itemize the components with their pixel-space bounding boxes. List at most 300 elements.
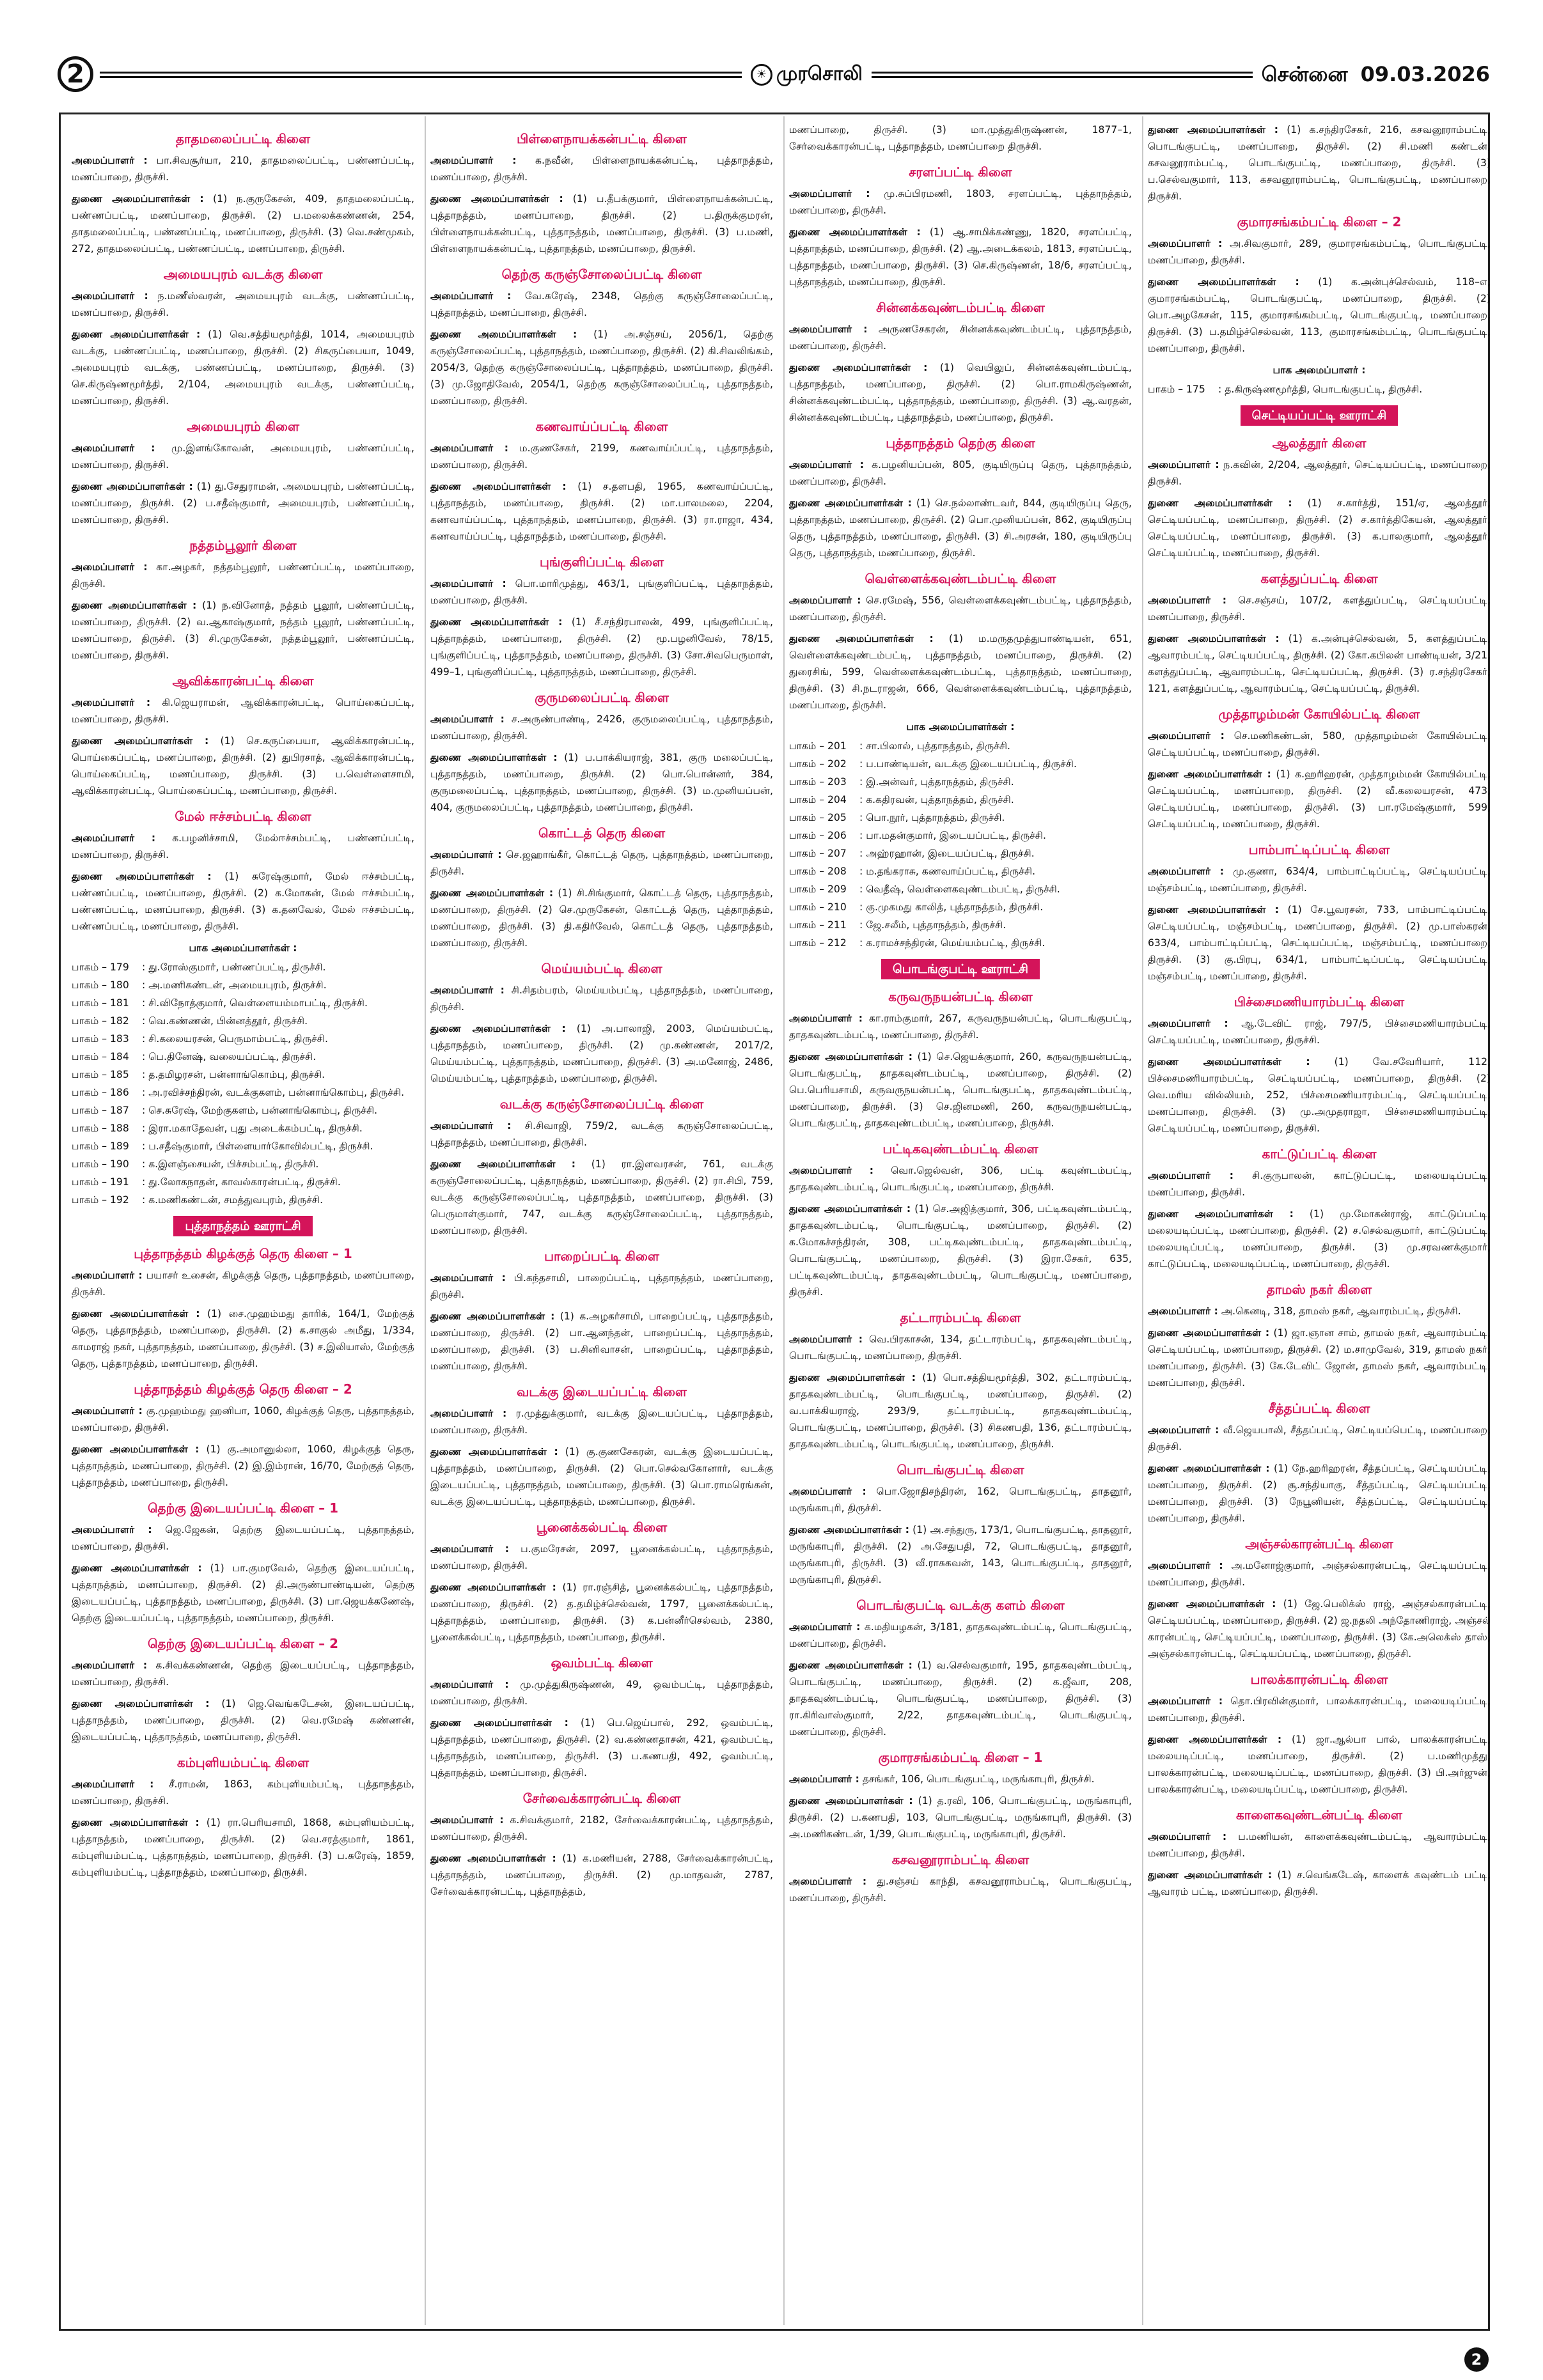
booth-row — [1148, 381, 1491, 398]
member-details: கி.ஜெயராமன், ஆவிக்காரன்பட்டி, பொய்கைப்பட்டி, மணப்பாறை, திருச்சி. — [72, 697, 414, 725]
role-label: அமைப்பாளர் : — [789, 1013, 863, 1024]
dateline — [1253, 60, 1490, 88]
role-label: அமைப்பாளர் : — [1148, 459, 1219, 471]
role-label: அமைப்பாளர் : — [72, 1524, 152, 1536]
member-details: (1) வெ.சத்தியமூர்த்தி, 1014, அமையபுரம் வடக்கு, பண்ணப்பட்டி, மணப்பாறை, திருச்சி. (2) சிகருப்பையா, 1049, அமையபுரம் வடக்கு, பண்ணப்பட்டி, மணப்பாறை, திருச்சி. (3) செ.கிருஷ்ணமூர்த்தி, 2/104, அமையபுரம் வடக்கு, பண்ணப்பட்டி, மணப்பாறை, திருச்சி. — [72, 329, 414, 407]
role-label: துணை அமைப்பாளர்கள் : — [1148, 1598, 1276, 1610]
member-details: செ.மணிகண்டன், 580, முத்தாழம்மன் கோயில்பட்டி, செட்டியப்பட்டி, மணப்பாறை, திருச்சி. — [1148, 730, 1491, 758]
branch-heading: கருவருநயன்பட்டி கிளை — [888, 989, 1033, 1004]
column-4 — [1148, 121, 1491, 2321]
role-label: துணை அமைப்பாளர்கள் : — [430, 1158, 576, 1170]
member-entry — [1148, 495, 1491, 561]
member-details: அ.மனோஜ்குமார், அஞ்சல்காரன்பட்டி, செட்டியப்பட்டி, மணப்பாறை, திருச்சி. — [1148, 1560, 1491, 1588]
member-entry — [72, 191, 414, 257]
member-entry — [1148, 1167, 1491, 1201]
role-label: அமைப்பாளர் : — [789, 1773, 859, 1785]
role-label: துணை அமைப்பாளர்கள் : — [1148, 1208, 1294, 1220]
member-details: (1) து.சேதுராமன், அமையபுரம், பண்ணப்பட்டி, மணப்பாறை, திருச்சி. (2) ப.சதீஷ்குமார், அமையபுரம், பண்ணப்பட்டி, மணப்பாறை, திருச்சி. — [72, 481, 414, 525]
branch-heading: தெற்கு இடையப்பட்டி கிளை – 1 — [147, 1500, 339, 1516]
booth-number: பாகம் – 185 — [72, 1069, 129, 1080]
booth-organiser: : ஜே.சலீம், புத்தாநத்தம், திருச்சி. — [859, 919, 1006, 931]
role-label: துணை அமைப்பாளர்கள் : — [789, 1795, 913, 1807]
member-details: (1) கு.குணசேகரன், வடக்கு இடையப்பட்டி, புத்தாநத்தம், மணப்பாறை, திருச்சி. (2) பொ.செல்வகோனார், வடக்கு இடையப்பட்டி, புத்தாநத்தம், மணப்பாறை, திருச்சி. (3) பொ.ராமரெங்கன், வடக்கு இடையப்பட்டி, புத்தாநத்தம், மணப்பாறை, திருச்சி. — [430, 1446, 773, 1507]
member-details: (1) செ.நல்லாண்டவர், 844, குடியிருப்பு தெரு, புத்தாநத்தம், மணப்பாறை, திருச்சி. (2) பொ.முனியப்பன், 862, குடியிருப்பு தெரு, புத்தாநத்தம், மணப்பாறை, திருச்சி. (3) சி.அரசன், 180, குடியிருப்பு தெரு, புத்தாநத்தம், மணப்பாறை, திருச்சி. — [789, 497, 1132, 559]
role-label: துணை அமைப்பாளர்கள் : — [430, 616, 563, 628]
member-details: (1) க.அழகர்சாமி, பாறைப்பட்டி, புத்தாநத்தம், மணப்பாறை, திருச்சி. (2) பா.ஆனந்தன், பாறைப்பட்டி, புத்தாநத்தம், மணப்பாறை, திருச்சி. (3) ப.சினிவாசன், பாறைப்பட்டி, புத்தாநத்தம், மணப்பாறை, திருச்சி. — [430, 1311, 773, 1372]
booth-number: பாகம் – 201 — [789, 740, 847, 752]
role-label: துணை அமைப்பாளர்கள் : — [430, 752, 558, 763]
booth-row — [72, 1013, 414, 1029]
member-details: மு.இளங்கோவன், அமையபுரம், பண்ணப்பட்டி, மணப்பாறை, திருச்சி. — [72, 442, 414, 471]
member-entry — [1148, 1206, 1491, 1272]
member-entry — [72, 1521, 414, 1555]
member-entry — [1148, 1325, 1491, 1391]
role-label: அமைப்பாளர் : — [430, 1814, 504, 1826]
member-entry — [72, 1776, 414, 1809]
member-details: (1) க.சந்திரசேகர், 216, கசவனூராம்பட்டி, பொடங்குபட்டி, மணப்பாறை, திருச்சி. (2) சி.மணி கண்டன், கசவனூராம்பட்டி, பொடங்குபட்டி, மணப்பாறை, திருச்சி. (3) ப.செல்வகுமார், 113, கசவனூராம்பட்டி, பொடங்குபட்டி, மணப்பாறை, திருச்சி. — [1148, 124, 1491, 202]
member-details: (1) அ.சந்துரு, 173/1, பொடங்குபட்டி, தாதனூர், மருங்காபுரி, திருச்சி. (2) அ.சேதுபதி, 72, பொடங்குபட்டி, தாதனூர், மருங்காபுரி, திருச்சி. (3) வீ.ராசுகவன், 143, பொடங்குபட்டி, தாதனூர், மருங்காபுரி, திருச்சி. — [789, 1524, 1132, 1585]
booth-row — [72, 1066, 414, 1083]
branch-heading: வடக்கு இடையப்பட்டி கிளை — [517, 1384, 687, 1399]
role-label: துணை அமைப்பாளர்கள் : — [1148, 497, 1292, 509]
column-divider — [783, 116, 785, 2325]
branch-heading: நத்தம்பூலூர் கிளை — [189, 538, 297, 553]
booth-row — [72, 1120, 414, 1137]
role-label: துணை அமைப்பாளர்கள் : — [789, 1372, 916, 1383]
member-details: (1) ரா.இளவரசன், 761, வடக்கு கருஞ்சோலைப்பட்டி, புத்தாநத்தம், மணப்பாறை, திருச்சி. (2) ரா.சிபி, 759, வடக்கு கருஞ்சோலைப்பட்டி, புத்தாநத்தம், மணப்பாறை, திருச்சி. (3) பெருமாள்குமார், 747, வடக்கு கருஞ்சோலைப்பட்டி, புத்தாநத்தம், மணப்பாறை, திருச்சி. — [430, 1158, 773, 1236]
member-details: பொ.மாரிமுத்து, 463/1, புங்குளிப்பட்டி, புத்தாநத்தம், மணப்பாறை, திருச்சி. — [430, 578, 773, 606]
branch-heading: புத்தாநத்தம் கிழக்குத் தெரு கிளை – 1 — [134, 1246, 352, 1261]
member-details: (1) ஜா.ஆல்பா பால், பாலக்காரன்பட்டி, மலையடிப்பட்டி, மணப்பாறை, திருச்சி. (2) ப.மணிமுத்து, பாலக்காரன்பட்டி, மலையடிப்பட்டி, மணப்பாறை, திருச்சி. (3) பி.அர்ஜுன், பாலக்காரன்பட்டி, மலையடிப்பட்டி, மணப்பாறை, திருச்சி. — [1148, 1734, 1491, 1795]
branch-heading: தெற்கு இடையப்பட்டி கிளை – 2 — [147, 1636, 339, 1651]
branch-heading: ஒவம்பட்டி கிளை — [551, 1655, 653, 1670]
member-details: (1) த.ரவி, 106, பொடங்குபட்டி, மருங்காபுரி, திருச்சி. (2) ப.கணபதி, 103, பொடங்குபட்டி, மருங்காபுரி, திருச்சி. (3) அ.மணிகண்டன், 1/39, பொடங்குபட்டி, மருங்காபுரி, திருச்சி. — [789, 1795, 1132, 1840]
role-label: துணை அமைப்பாளர்கள் : — [1148, 124, 1278, 136]
member-details: (1) வே.சவேரியார், 112, பிச்சைமணியாரம்பட்டி, செட்டியப்பட்டி, மணப்பாறை, திருச்சி. (2) வெ.மரிய வில்லியம், 252, பிச்சைமணியாரம்பட்டி, செட்டியப்பட்டி, மணப்பாறை, திருச்சி. (3) மு.அமுதராஜா, பிச்சைமணியாரம்பட்டி, செட்டியப்பட்டி, மணப்பாறை, திருச்சி. — [1148, 1056, 1491, 1134]
branch-heading: பாம்பாட்டிப்பட்டி கிளை — [1248, 842, 1390, 857]
branch-heading: மெய்யம்பட்டி கிளை — [541, 961, 662, 976]
booth-organiser: : சி.கலையரசன், பெருமாம்பட்டி, திருச்சி. — [142, 1033, 328, 1045]
booth-organiser: : கு.முகமது காலித், புத்தாநத்தம், திருச்சி. — [859, 901, 1044, 913]
booth-row — [72, 1192, 414, 1208]
role-label: துணை அமைப்பாளர்கள் : — [789, 497, 912, 509]
member-entry — [789, 359, 1132, 426]
booth-row — [789, 935, 1132, 951]
member-details: (1) செ.ஜெயக்குமார், 260, கருவருநயன்பட்டி, பொடங்குபட்டி, தாதகவுண்டம்பட்டி, மணப்பாறை, திருச்சி. (2) பெ.பெரியசாமி, கருவருநயன்பட்டி, பொடங்குபட்டி, தாதகவுண்டம்பட்டி, மணப்பாறை, திருச்சி. (3) செ.ஜினமணி, 260, கருவருநயன்பட்டி, பொடங்குபட்டி, தாதகவுண்டம்பட்டி, மணப்பாறை, திருச்சி. — [789, 1051, 1132, 1129]
member-details: (1) கு.அமானுல்லா, 1060, கிழக்குத் தெரு, புத்தாநத்தம், மணப்பாறை, திருச்சி. (2) இ.இம்ரான், 16/70, மேற்குத் தெரு, புத்தாநத்தம், மணப்பாறை, திருச்சி. — [72, 1443, 414, 1488]
branch-heading: கொட்டத் தெரு கிளை — [538, 825, 666, 841]
member-entry — [430, 614, 773, 680]
member-details: பயாசர் உசைன், கிழக்குத் தெரு, புத்தாநத்தம், மணப்பாறை, திருச்சி. — [72, 1270, 414, 1298]
role-label: அமைப்பாளர் : — [430, 984, 505, 996]
member-entry — [72, 830, 414, 863]
member-details: (1) ஜா.ஞான சாம், தாமஸ் நகர், ஆவாரம்பட்டி, செட்டியப்பட்டி, மணப்பாறை, திருச்சி. (2) ம.சாமுவேல், 319, தாமஸ் நகர், மணப்பாறை, திருச்சி. (3) கே.டேவிட் ஜோன், தாமஸ் நகர், ஆவாரம்பட்டி, மணப்பாறை, திருச்சி. — [1148, 1327, 1491, 1388]
member-entry — [72, 1403, 414, 1436]
branch-heading: முத்தாழம்மன் கோயில்பட்டி கிளை — [1218, 706, 1420, 722]
role-label: துணை அமைப்பாளர்கள் : — [72, 1562, 202, 1574]
member-details: (1) மு.மோகன்ராஜ், காட்டுப்பட்டி, மலையடிப்பட்டி, மணப்பாறை, திருச்சி. (2) ச.செல்வகுமார், காட்டுப்பட்டி, மலையடிப்பட்டி, மணப்பாறை, திருச்சி. (3) மு.சரவணக்குமார், காட்டுப்பட்டி, மலையடிப்பட்டி, மணப்பாறை, திருச்சி. — [1148, 1208, 1491, 1270]
member-details: செ.ஜஹாங்கீர், கொட்டத் தெரு, புத்தாநத்தம், மணப்பாறை, திருச்சி. — [430, 849, 773, 877]
member-details: அருணசேகரன், சின்னக்கவுண்டம்பட்டி, புத்தாநத்தம், மணப்பாறை, திருச்சி. — [789, 323, 1132, 352]
member-entry — [789, 121, 1132, 155]
member-entry — [789, 1619, 1132, 1652]
member-entry — [72, 694, 414, 727]
member-entry — [72, 288, 414, 321]
member-entry — [1148, 456, 1491, 490]
date: 09.03.2026 — [1360, 62, 1490, 86]
branch-heading: குமாரசங்கம்பட்டி கிளை – 2 — [1237, 214, 1402, 229]
role-label: துணை அமைப்பாளர்கள் : — [72, 600, 197, 611]
member-entry — [72, 597, 414, 664]
booth-organiser: : த.தமிழரசன், பன்னாங்கொம்பு, திருச்சி. — [142, 1069, 325, 1080]
member-details: (1) ந.வினோத், நத்தம் பூலூர், பண்ணப்பட்டி, மணப்பாறை, திருச்சி. (2) வ.ஆகாஷ்குமார், நத்தம் பூலூர், பண்ணப்பட்டி, மணப்பாறை, திருச்சி. (3) சி.முருகேசன், நத்தம்பூலூர், பண்ணப்பட்டி, மணப்பாறை, திருச்சி. — [72, 600, 414, 661]
member-details: (1) பா.குமரவேல், தெற்கு இடையப்பட்டி, புத்தாநத்தம், மணப்பாறை, திருச்சி. (2) தி.அருண்பாண்டியன், தெற்கு இடையப்பட்டி, புத்தாநத்தம், மணப்பாறை, திருச்சி. (3) பா.ஜெயக்கணேஷ், தெற்கு இடையப்பட்டி, புத்தாநத்தம், மணப்பாறை, திருச்சி. — [72, 1562, 414, 1624]
booth-number: பாகம் – 211 — [789, 919, 847, 931]
member-entry — [430, 1715, 773, 1781]
booth-row — [789, 917, 1132, 933]
booth-number: பாகம் – 182 — [72, 1015, 129, 1027]
member-entry — [789, 1162, 1132, 1195]
member-entry — [430, 440, 773, 473]
role-label: துணை அமைப்பாளர்கள் : — [72, 1817, 200, 1828]
member-entry — [789, 1873, 1132, 1906]
booth-row — [72, 1048, 414, 1065]
member-details: பொ.ஜோதிசந்திரன், 162, பொடங்குபட்டி, தாதனூர், மருங்காபுரி, திருச்சி. — [789, 1486, 1132, 1514]
member-details: (1) ப.தீபக்குமார், பிள்ளைநாயக்கன்பட்டி, புத்தாநத்தம், மணப்பாறை, திருச்சி. (2) ப.திருக்குமரன், பிள்ளைநாயக்கன்பட்டி, புத்தாநத்தம், மணப்பாறை, திருச்சி. (3) ப.மணி, பிள்ளைநாயக்கன்பட்டி, புத்தாநத்தம், மணப்பாறை, திருச்சி. — [430, 193, 773, 254]
branch-heading: தாமஸ் நகர் கிளை — [1266, 1282, 1372, 1297]
member-details: க.சிவக்கண்ணன், தெற்கு இடையப்பட்டி, புத்தாநத்தம், மணப்பாறை, திருச்சி. — [72, 1660, 414, 1688]
member-entry — [430, 152, 773, 185]
member-details: (1) ஜெ.வெங்கடேசன், இடையப்பட்டி, புத்தாநத்தம், மணப்பாறை, திருச்சி. (2) வெ.ரமேஷ் கண்ணன், இடையப்பட்டி, புத்தாநத்தம், மணப்பாறை, திருச்சி. — [72, 1698, 414, 1743]
role-label: துணை அமைப்பாளர்கள் : — [72, 1308, 200, 1319]
member-entry — [430, 1541, 773, 1574]
booth-number: பாகம் – 179 — [72, 961, 129, 973]
booth-organiser: : இ.அன்வர், புத்தாநத்தம், திருச்சி. — [859, 776, 1014, 788]
member-details: செ.சஞ்சய், 107/2, களத்துப்பட்டி, செட்டியப்பட்டி, மணப்பாறை, திருச்சி. — [1148, 595, 1491, 623]
city: சென்னை — [1261, 62, 1348, 86]
column-2 — [430, 121, 773, 2321]
booth-number: பாகம் – 207 — [789, 848, 847, 859]
member-entry — [1148, 1015, 1491, 1048]
role-label: அமைப்பாளர் : — [72, 1660, 148, 1671]
member-entry — [1148, 1557, 1491, 1591]
branch-heading: மேல் ஈச்சம்பட்டி கிளை — [175, 809, 311, 824]
role-label: துணை அமைப்பாளர்கள் : — [1148, 1869, 1273, 1881]
role-label: அமைப்பாளர் : — [430, 290, 512, 302]
member-entry — [1148, 863, 1491, 896]
member-entry — [789, 1331, 1132, 1364]
member-details: (1) வெயிலுப், சின்னக்கவுண்டம்பட்டி, புத்தாநத்தம், மணப்பாறை, திருச்சி. (2) பொ.ராமகிருஷ்ணன், சின்னக்கவுண்டம்பட்டி, புத்தாநத்தம், மணப்பாறை, திருச்சி. (3) ஆ.வரதன், சின்னக்கவுண்டம்பட்டி, புத்தாநத்தம், மணப்பாறை, திருச்சி. — [789, 362, 1132, 423]
booth-number: பாகம் – 186 — [72, 1087, 129, 1098]
role-label: துணை அமைப்பாளர்கள் : — [430, 887, 554, 899]
member-details: வீ.ஜெயபாலி, சீத்தப்பட்டி, செட்டியப்பெட்டி, மணப்பாறை, திருச்சி. — [1148, 1424, 1491, 1452]
member-entry — [789, 185, 1132, 219]
role-label: துணை அமைப்பாளர்கள் : — [789, 1051, 912, 1062]
member-details: ந.கவின், 2/204, ஆலத்தூர், செட்டியப்பட்டி, மணப்பாறை, திருச்சி. — [1148, 459, 1491, 487]
booth-row — [789, 827, 1132, 844]
booth-organiser: : க.கதிரவன், புத்தாநத்தம், திருச்சி. — [859, 794, 1014, 805]
member-details: து.சஞ்சய் காந்தி, கசவனூராம்பட்டி, பொடங்குபட்டி, மணப்பாறை, திருச்சி. — [789, 1876, 1132, 1904]
role-label: அமைப்பாளர் : — [789, 459, 865, 471]
role-label: அமைப்பாளர் : — [1148, 730, 1225, 742]
member-details: ந.மணீஸ்வரன், அமையபுரம் வடக்கு, பண்ணப்பட்டி, மணப்பாறை, திருச்சி. — [72, 290, 414, 318]
member-details: (1) வ.செல்வகுமார், 195, தாதகவுண்டம்பட்டி, பொடங்குபட்டி, மணப்பாறை, திருச்சி. (2) க.ஜீவா, 208, தாதகவுண்டம்பட்டி, பொடங்குபட்டி, மணப்பாறை, திருச்சி. (3) ரா.கிரிவாஸ்குமார், 2/22, தாதகவுண்டம்பட்டி, பொடங்குபட்டி, மணப்பாறை, திருச்சி. — [789, 1660, 1132, 1738]
member-details: (1) அ.பாலாஜி, 2003, மெய்யம்பட்டி, புத்தாநத்தம், மணப்பாறை, திருச்சி. (2) மு.கண்ணன், 2017/2, மெய்யம்பட்டி, புத்தாநத்தம், மணப்பாறை, திருச்சி. (3) அ.மனோஜ், 2486, மெய்யம்பட்டி, புத்தாநத்தம், மணப்பாறை, திருச்சி. — [430, 1023, 773, 1084]
member-entry — [72, 1560, 414, 1626]
member-entry — [430, 575, 773, 609]
member-entry — [1148, 1460, 1491, 1527]
booth-organiser: : து.ரோஸ்குமார், பண்ணப்பட்டி, திருச்சி. — [142, 961, 326, 973]
booth-number: பாகம் – 183 — [72, 1033, 129, 1045]
panchayat-heading — [789, 959, 1132, 979]
role-label: அமைப்பாளர் : — [72, 155, 148, 166]
booth-number: பாகம் – 181 — [72, 997, 129, 1009]
role-label: அமைப்பாளர் : — [430, 155, 517, 166]
branch-heading: காளைகவுண்டன்பட்டி கிளை — [1236, 1807, 1402, 1823]
branch-heading: கம்புளியம்பட்டி கிளை — [176, 1755, 309, 1770]
branch-heading: சரளப்பட்டி கிளை — [909, 164, 1012, 180]
member-details: க.மதியழகன், 3/181, தாதகவுண்டம்பட்டி, பொடங்குபட்டி, மணப்பாறை, திருச்சி. — [789, 1621, 1132, 1649]
role-label: துணை அமைப்பாளர்கள் : — [430, 1446, 558, 1458]
role-label: துணை அமைப்பாளர்கள் : — [430, 1582, 556, 1593]
member-entry — [789, 630, 1132, 713]
branch-heading: பாலக்காரன்பட்டி கிளை — [1250, 1672, 1388, 1687]
member-entry — [789, 1771, 1132, 1787]
masthead — [58, 56, 1490, 95]
role-label: துணை அமைப்பாளர்கள் : — [430, 329, 577, 340]
role-label: துணை அமைப்பாளர்கள் : — [72, 329, 201, 340]
role-label: துணை அமைப்பாளர்கள் : — [789, 1524, 909, 1536]
role-label: அமைப்பாளர் : — [789, 1165, 874, 1176]
booth-row — [789, 881, 1132, 898]
role-label: அமைப்பாளர் : — [72, 1405, 143, 1417]
column-divider — [1142, 116, 1143, 2325]
booth-organiser: : அ.ரவிச்சந்திரன், வடக்குகளம், பன்னாங்கொம்பு, திருச்சி. — [142, 1087, 405, 1098]
role-label: துணை அமைப்பாளர்கள் : — [430, 1023, 566, 1034]
role-label: அமைப்பாளர் : — [430, 849, 502, 860]
member-entry — [430, 1579, 773, 1645]
booth-organisers-heading: பாக அமைப்பாளர்கள் : — [906, 721, 1015, 733]
member-details: வே.சுரேஷ், 2348, தெற்கு கருஞ்சோலைப்பட்டி, புத்தாநத்தம், மணப்பாறை, திருச்சி. — [430, 290, 773, 318]
role-label: துணை அமைப்பாளர்கள் : — [1148, 1463, 1270, 1474]
member-entry — [430, 885, 773, 951]
member-details: (1) க.அன்புச்செல்வன், 5, களத்துப்பட்டி, ஆவாரம்பட்டி, செட்டியப்பட்டி, திருச்சி. (2) கோ.கபிலன் பாண்டியன், 3/21, களத்துப்பட்டி, ஆவாரம்பட்டி, செட்டியப்பட்டி, திருச்சி. (3) ர.சந்திரசேகர், 121, களத்துப்பட்டி, ஆவாரம்பட்டி, செட்டியப்பட்டி, திருச்சி. — [1148, 633, 1491, 694]
role-label: அமைப்பாளர் : — [430, 713, 505, 725]
booth-number: பாகம் – 209 — [789, 883, 847, 895]
branch-heading: தாதமலைப்பட்டி கிளை — [175, 131, 311, 146]
member-details: (1) ப.பாக்கியராஜ், 381, குரு மலைப்பட்டி, புத்தாநத்தம், மணப்பாறை, திருச்சி. (2) பொ.பொன்னர், 384, குருமலைப்பட்டி, புத்தாநத்தம், மணப்பாறை, திருச்சி. (3) ம.முனியப்பன், 404, குருமலைப்பட்டி, புத்தாநத்தம், மணப்பாறை, திருச்சி. — [430, 752, 773, 813]
member-details: (1) பெ.ஜெய்பால், 292, ஒவம்பட்டி, புத்தாநத்தம், மணப்பாறை, திருச்சி. (2) வ.கண்ணதாசன், 421, ஒவம்பட்டி, புத்தாநத்தம், மணப்பாறை, திருச்சி. (3) ப.கணபதி, 492, ஒவம்பட்டி, புத்தாநத்தம், மணப்பாறை, திருச்சி. — [430, 1717, 773, 1778]
booth-organiser: : பெ.தினேஷ், வலையப்பட்டி, திருச்சி. — [142, 1051, 317, 1062]
role-label: அமைப்பாளர் : — [430, 1408, 507, 1419]
role-label: துணை அமைப்பாளர்கள் : — [430, 1311, 555, 1322]
member-entry — [789, 1369, 1132, 1452]
member-entry — [430, 1850, 773, 1900]
booth-number: பாகம் – 191 — [72, 1176, 129, 1188]
member-details: சீ.ராமன், 1863, கம்புளியம்பட்டி, புத்தாநத்தம், மணப்பாறை, திருச்சி. — [72, 1778, 414, 1807]
branch-heading: சீத்தப்பட்டி கிளை — [1268, 1401, 1370, 1416]
member-details: அ.சிவகுமார், 289, குமாரசங்கம்பட்டி, பொடங்குபட்டி, மணப்பாறை, திருச்சி. — [1148, 238, 1491, 266]
role-label: அமைப்பாளர் : — [789, 323, 868, 335]
member-details: கு.முஹம்மது ஹனிபா, 1060, கிழக்குத் தெரு, புத்தாநத்தம், மணப்பாறை, திருச்சி. — [72, 1405, 414, 1433]
member-entry — [789, 1483, 1132, 1516]
member-entry — [72, 478, 414, 528]
booth-number: பாகம் – 187 — [72, 1105, 129, 1116]
role-label: துணை அமைப்பாளர்கள் : — [1148, 1056, 1310, 1068]
booth-row — [72, 959, 414, 976]
branch-heading: அமையபுரம் வடக்கு கிளை — [163, 267, 323, 282]
role-label: அமைப்பாளர் : — [1148, 1695, 1223, 1707]
member-details: (1) க.அன்புச்செல்வம், 118–எ, குமாரசங்கம்பட்டி, பொடங்குபட்டி, மணப்பாறை, திருச்சி. (2) பொ.அழகேசன், 115, குமாரசங்கம்பட்டி, பொடங்குபட்டி, மணப்பாறை, திருச்சி. (3) ப.தமிழ்ச்செல்வன், 113, குமாரசங்கம்பட்டி, பொடங்குபட்டி, மணப்பாறை, திருச்சி. — [1148, 276, 1491, 354]
branch-heading: பூனைக்கல்பட்டி கிளை — [536, 1520, 668, 1535]
member-details: ஜெ.ஜேகன், தெற்கு இடையப்பட்டி, புத்தாநத்தம், மணப்பாறை, திருச்சி. — [72, 1524, 414, 1552]
member-details: (1) ரா.பெரியசாமி, 1868, கம்புளியம்பட்டி, புத்தாநத்தம், மணப்பாறை, திருச்சி. (2) வெ.சரத்குமார், 1861, கம்புளியம்பட்டி, புத்தாநத்தம், மணப்பாறை, திருச்சி. (3) ப.சுரேஷ், 1859, கம்புளியம்பட்டி, புத்தாநத்தம், மணப்பாறை, திருச்சி. — [72, 1817, 414, 1878]
member-details: ர.முத்துக்குமார், வடக்கு இடையப்பட்டி, புத்தாநத்தம், மணப்பாறை, திருச்சி. — [430, 1408, 773, 1436]
member-entry — [72, 559, 414, 592]
role-label: அமைப்பாளர் : — [789, 1621, 861, 1633]
branch-heading: புத்தாநத்தம் கிழக்குத் தெரு கிளை – 2 — [134, 1381, 352, 1397]
panchayat-heading — [1148, 405, 1491, 426]
booth-number: பாகம் – 189 — [72, 1140, 129, 1152]
member-details: ஆ.டேவிட் ராஜ், 797/5, பிச்சைமணியாரம்பட்டி, செட்டியப்பட்டி, மணப்பாறை, திருச்சி. — [1148, 1018, 1491, 1046]
member-details: ச.அருண்பாண்டி, 2426, குருமலைப்பட்டி, புத்தாநத்தம், மணப்பாறை, திருச்சி. — [430, 713, 773, 742]
member-details: (1) ச.வெங்கடேஷ், காளைக் கவுண்டம் பட்டி, ஆவாரம் பட்டி, மணப்பாறை, திருச்சி. — [1148, 1869, 1491, 1897]
booth-organiser: : க.இளஞ்சையன், பிச்சம்பட்டி, திருச்சி. — [142, 1158, 319, 1170]
member-entry — [789, 1048, 1132, 1132]
booth-organiser: : ப.சதீஷ்குமார், பிள்ளையார்கோவில்பட்டி, திருச்சி. — [142, 1140, 373, 1152]
member-details: (1) செ.கருப்பையா, ஆவிக்காரன்பட்டி, பொய்கைப்பட்டி, மணப்பாறை, திருச்சி. (2) துபிரசாத், ஆவிக்காரன்பட்டி, பொய்கைப்பட்டி, மணப்பாறை, திருச்சி. (3) ப.வெள்ளைசாமி, ஆவிக்காரன்பட்டி, பொய்கைப்பட்டி, மணப்பாறை, திருச்சி. — [72, 735, 414, 797]
role-label: அமைப்பாளர் : — [72, 1778, 154, 1790]
member-entry — [72, 1305, 414, 1372]
booth-organiser: : செ.சுரேஷ், மேற்குகளம், பன்னாங்கொம்பு, திருச்சி. — [142, 1105, 378, 1116]
member-details: ப.மணியன், காளைக்கவுண்டம்பட்டி, ஆவாரம்பட்டி, மணப்பாறை, திருச்சி. — [1148, 1831, 1491, 1859]
branch-heading: கசவனூராம்பட்டி கிளை — [891, 1852, 1030, 1867]
member-entry — [1148, 1303, 1491, 1319]
panchayat-heading-label: பொடங்குபட்டி ஊராட்சி — [881, 959, 1040, 979]
member-entry — [72, 440, 414, 473]
role-label: அமைப்பாளர் : — [72, 697, 151, 708]
member-details: (1) ரா.ரஞ்சித், பூனைக்கல்பட்டி, புத்தாநத்தம், மணப்பாறை, திருச்சி. (2) த.தமிழ்ச்செல்வன், 1797, பூனைக்கல்பட்டி, புத்தாநத்தம், மணப்பாறை, திருச்சி. (3) க.பன்னீர்செல்வம், 2380, பூனைக்கல்பட்டி, புத்தாநத்தம், மணப்பாறை, திருச்சி. — [430, 1582, 773, 1643]
booth-organisers-heading: பாக அமைப்பாளர் : — [1273, 364, 1366, 376]
role-label: துணை அமைப்பாளர்கள் : — [72, 481, 193, 492]
role-label: அமைப்பாளர் : — [1148, 1831, 1227, 1842]
member-entry — [430, 982, 773, 1015]
member-entry — [1148, 1422, 1491, 1455]
role-label: அமைப்பாளர் : — [1148, 238, 1223, 249]
member-entry — [789, 1793, 1132, 1842]
emblem-icon: ☀ — [751, 64, 772, 86]
member-entry — [789, 1010, 1132, 1043]
booth-row — [72, 1138, 414, 1155]
member-entry — [1148, 1693, 1491, 1726]
branch-heading: வடக்கு கருஞ்சோலைப்பட்டி கிளை — [499, 1096, 704, 1112]
booth-number: பாகம் – 188 — [72, 1123, 129, 1134]
role-label: அமைப்பாளர் : — [72, 561, 148, 573]
role-label: அமைப்பாளர் : — [72, 290, 148, 302]
booth-organiser: : சி.விநோத்குமார், வெள்ளையம்மாபட்டி, திருச்சி. — [142, 997, 368, 1009]
member-entry — [430, 288, 773, 321]
member-details: (1) ச.தளபதி, 1965, கணவாய்ப்பட்டி, புத்தாநத்தம், மணப்பாறை, திருச்சி. (2) மா.பாலமலை, 2204, கணவாய்ப்பட்டி, புத்தாநத்தம், மணப்பாறை, திருச்சி. (3) ரா.ராஜா, 434, கணவாய்ப்பட்டி, புத்தாநத்தம், மணப்பாறை, திருச்சி. — [430, 481, 773, 542]
booth-number: பாகம் – 175 — [1148, 384, 1205, 395]
member-entry — [1148, 1054, 1491, 1137]
member-details: (1) ச.கார்த்தி, 151/ஏ, ஆலத்தூர், செட்டியப்பட்டி, மணப்பாறை, திருச்சி. (2) ச.கார்த்திகேயன், ஆலத்தூர், செட்டியப்பட்டி, மணப்பாறை, திருச்சி. (3) க.பாலகுமார், ஆலத்தூர், செட்டியப்பட்டி, மணப்பாறை, திருச்சி. — [1148, 497, 1491, 559]
member-details: க.சிவக்குமார், 2182, சேர்வைக்காரன்பட்டி, புத்தாநத்தம், மணப்பாறை, திருச்சி. — [430, 1814, 773, 1842]
branch-heading: பிச்சைமணியாரம்பட்டி கிளை — [1234, 994, 1405, 1009]
branch-heading: சேர்வைக்காரன்பட்டி கிளை — [522, 1791, 681, 1806]
booth-row — [789, 845, 1132, 862]
booth-row — [789, 774, 1132, 790]
role-label: துணை அமைப்பாளர்கள் : — [72, 871, 212, 882]
booth-row — [789, 863, 1132, 880]
member-details: (1) பொ.சத்தியமூர்த்தி, 302, தட்டாரம்பட்டி, தாதகவுண்டம்பட்டி, பொடங்குபட்டி, மணப்பாறை, திருச்சி. (2) வ.பாக்கியராஜ், 293/9, தட்டாரம்பட்டி, தாதகவுண்டம்பட்டி, பொடங்குபட்டி, மணப்பாறை, திருச்சி. (3) சிகணபதி, 136, தட்டாரம்பட்டி, தாதகவுண்டம்பட்டி, பொடங்குபட்டி, மணப்பாறை, திருச்சி. — [789, 1372, 1132, 1450]
role-label: துணை அமைப்பாளர்கள் : — [430, 481, 567, 492]
member-entry — [1148, 630, 1491, 697]
role-label: அமைப்பாளர் : — [1148, 1305, 1218, 1317]
member-details: (1) சை.முஹம்மது தாரிக், 164/1, மேற்குத் தெரு, புத்தாநத்தம், மணப்பாறை, திருச்சி. (2) க.சாகுல் அமீது, 1/334, காமராஜ் நகர், புத்தாநத்தம், மணப்பாறை, திருச்சி. (3) ச.இலியாஸ், மேற்குத் தெரு, புத்தாநத்தம், மணப்பாறை, திருச்சி. — [72, 1308, 414, 1369]
role-label: அமைப்பாளர் : — [1148, 1560, 1223, 1571]
role-label: துணை அமைப்பாளர்கள் : — [72, 1443, 200, 1455]
booth-organiser: : வெ.கண்ணன், பின்னத்தூர், திருச்சி. — [142, 1015, 308, 1027]
page-number: 2 — [58, 56, 93, 92]
booth-number: பாகம் – 190 — [72, 1158, 129, 1170]
booth-organiser: : பா.மதன்குமார், இடையப்பட்டி, திருச்சி. — [859, 830, 1046, 841]
member-details: க.நவீன், பிள்ளைநாயக்கன்பட்டி, புத்தாநத்தம், மணப்பாறை, திருச்சி. — [430, 155, 773, 183]
column-1 — [72, 121, 414, 2321]
member-details: (1) ந.குருகேசன், 409, தாதமலைப்பட்டி, பண்ணப்பட்டி, மணப்பாறை, திருச்சி. (2) ப.மலைக்கண்ணன், 254, தாதமலைப்பட்டி, பண்ணப்பட்டி, மணப்பாறை, திருச்சி. (3) வெ.சண்முகம், 272, தாதமலைப்பட்டி, பண்ணப்பட்டி, மணப்பாறை, திருச்சி. — [72, 193, 414, 254]
branch-heading: பொடங்குபட்டி கிளை — [897, 1462, 1024, 1477]
member-entry — [72, 733, 414, 799]
booth-row — [72, 1084, 414, 1101]
panchayat-heading-label: புத்தாநத்தம் ஊராட்சி — [173, 1216, 312, 1236]
role-label: அமைப்பாளர் : — [1148, 595, 1227, 606]
branch-heading: ஆலத்தூர் கிளை — [1272, 435, 1367, 451]
role-label: துணை அமைப்பாளர்கள் : — [430, 193, 563, 205]
booth-row — [72, 977, 414, 993]
booth-number: பாகம் – 184 — [72, 1051, 129, 1062]
member-details: தசங்கர், 106, பொடங்குபட்டி, மருங்காபுரி, திருச்சி. — [859, 1773, 1095, 1785]
booth-number: பாகம் – 180 — [72, 979, 129, 991]
member-details: (1) சுரேஷ்குமார், மேல் ஈச்சம்பட்டி, பண்ணப்பட்டி, மணப்பாறை, திருச்சி. (2) க.மோகன், மேல் ஈச்சம்பட்டி, பண்ணப்பட்டி, மணப்பாறை, திருச்சி. (3) க.தனவேல், மேல் ஈச்சம்பட்டி, பண்ணப்பட்டி, மணப்பாறை, திருச்சி. — [72, 871, 414, 932]
booth-row — [72, 1156, 414, 1172]
role-label: அமைப்பாளர் : — [789, 1334, 863, 1345]
role-label: துணை அமைப்பாளர்கள் : — [1148, 633, 1280, 644]
panchayat-heading — [72, 1216, 414, 1236]
role-label: அமைப்பாளர் : — [789, 188, 870, 199]
member-details: பா.சிவசூர்யா, 210, தாதமலைப்பட்டி, பண்ணப்பட்டி, மணப்பாறை, திருச்சி. — [72, 155, 414, 183]
member-entry — [430, 1270, 773, 1303]
member-details: கா.ராம்குமார், 267, கருவருநயன்பட்டி, பொடங்குபட்டி, தாதகவுண்டம்பட்டி, மணப்பாறை, திருச்சி. — [789, 1013, 1132, 1041]
role-label: அமைப்பாளர் : — [1148, 1018, 1228, 1029]
role-label: துணை அமைப்பாளர்கள் : — [1148, 1734, 1282, 1745]
role-label: அமைப்பாளர் : — [430, 578, 506, 589]
booth-number: பாகம் – 202 — [789, 758, 847, 770]
booth-number: பாகம் – 192 — [72, 1194, 129, 1206]
branch-heading: அஞ்சல்காரன்பட்டி கிளை — [1245, 1536, 1393, 1552]
role-label: துணை அமைப்பாளர்கள் : — [789, 362, 928, 373]
booth-row — [789, 809, 1132, 826]
footer-page-number: 2 — [1464, 2347, 1489, 2372]
branch-heading: காட்டுப்பட்டி கிளை — [1262, 1146, 1377, 1162]
booth-number: பாகம் – 208 — [789, 866, 847, 877]
role-label: துணை அமைப்பாளர்கள் : — [72, 193, 204, 205]
role-label: துணை அமைப்பாளர்கள் : — [1148, 276, 1299, 288]
member-entry — [1148, 1731, 1491, 1798]
member-details: (1) சே.பூவரசன், 733, பாம்பாட்டிப்பட்டி, செட்டியப்பட்டி, மஞ்சம்பட்டி, மணப்பாறை, திருச்சி. (2) மு.பாஸ்கரன், 633/4, பாம்பாட்டிப்பட்டி, செட்டியப்பட்டி, மஞ்சம்பட்டி, மணப்பாறை, திருச்சி. (3) கு.பிரபு, 634/1, பாம்பாட்டிப்பட்டி, செட்டியப்பட்டி, மஞ்சம்பட்டி, மணப்பாறை, திருச்சி. — [1148, 904, 1491, 982]
role-label: துணை அமைப்பாளர்கள் : — [430, 1717, 568, 1729]
member-details: ப.குமரேசன், 2097, பூனைக்கல்பட்டி, புத்தாநத்தம், மணப்பாறை, திருச்சி. — [430, 1543, 773, 1571]
member-details: (1) அ.சஞ்சய், 2056/1, தெற்கு கருஞ்சோலைப்பட்டி, புத்தாநத்தம், மணப்பாறை, திருச்சி. (2) கி.சிவலிங்கம், 2054/3, தெற்கு கருஞ்சோலைப்பட்டி, புத்தாநத்தம், மணப்பாறை, திருச்சி. (3) மு.ஜோதிவேல், 2054/1, தெற்கு கருஞ்சோலைப்பட்டி, புத்தாநத்தம், மணப்பாறை, திருச்சி. — [430, 329, 773, 407]
role-label: அமைப்பாளர் : — [72, 442, 155, 454]
